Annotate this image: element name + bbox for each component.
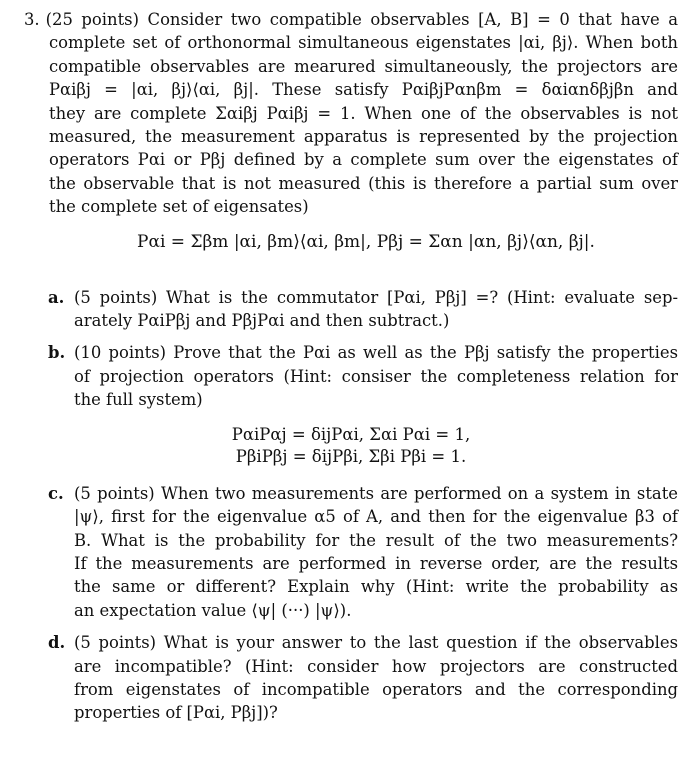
- part-b: [24, 341, 678, 467]
- part-d-line-2: are incompatible? (Hint: consider how projectors are constructed: [74, 656, 678, 676]
- part-d: [24, 631, 678, 725]
- part-c-line-6: an expectation value ⟨ψ| (···) |ψ⟩).: [74, 600, 352, 620]
- problem-line-6: measured, the measurement apparatus is represented by the projection: [49, 127, 678, 147]
- projection-properties-equations: [24, 424, 678, 468]
- part-a-line-1: [24, 286, 678, 309]
- part-label: b.: [48, 343, 66, 363]
- problem-line-1: [24, 8, 678, 31]
- part-text-line: (5 points) What is the commutator [Pαi, Pβj] =? (Hint: evaluate sep-: [74, 287, 678, 307]
- part-text-line: (5 points) What is your answer to the last question if the observables: [74, 633, 678, 653]
- part-text-line: (10 points) Prove that the Pαi as well as the Pβj satisfy the properties: [74, 343, 678, 363]
- problem-line-5: they are complete Σαiβj Pαiβj = 1. When one of the observables is not: [49, 103, 678, 123]
- problem-number: 3.: [24, 10, 40, 29]
- problem-line-9: the complete set of eigensates): [49, 197, 309, 217]
- display-equation: Pαi = Σβm |αi, βm⟩⟨αi, βm|, Pβj = Σαn |αn, βj⟩⟨αn, βj|.: [137, 231, 595, 252]
- part-c-line-4: If the measurements are performed in reverse order, are the results: [74, 553, 678, 573]
- part-text-line: (5 points) When two measurements are performed on a system in state: [74, 483, 678, 503]
- beta-projector-properties: PβiPβj = δijPβi, Σβi Pβi = 1.: [235, 446, 467, 466]
- part-c-line-5: the same or different? Explain why (Hint: write the probability as: [74, 577, 678, 597]
- part-c-line-2: |ψ⟩, first for the eigenvalue α5 of A, and then for the eigenvalue β3 of: [74, 507, 678, 527]
- problem-line-4: Pαiβj = |αi, βj⟩⟨αi, βj|. These satisfy PαiβjPαnβm = δαiαnδβjβn and: [49, 80, 678, 100]
- part-c: [24, 482, 678, 622]
- problem-3: [24, 8, 678, 725]
- part-c-line-3: B. What is the probability for the result of the two measurements?: [74, 530, 678, 550]
- problem-line-2: complete set of orthonormal simultaneous eigenstates |αi, βj⟩. When both: [49, 33, 678, 53]
- part-a-line-2: arately PαiPβj and PβjPαi and then subtract.): [74, 311, 450, 331]
- part-label: c.: [48, 483, 64, 503]
- problem-line-3: compatible observables are mearured simultaneously, the projectors are: [49, 56, 678, 76]
- part-d-line-3: from eigenstates of incompatible operators and the corresponding: [74, 679, 678, 699]
- part-d-line-4: properties of [Pαi, Pβj])?: [74, 703, 278, 723]
- part-b-line-1: [24, 341, 678, 364]
- part-c-line-1: [24, 482, 678, 505]
- part-a: [24, 286, 678, 333]
- problem-text-line: (25 points) Consider two compatible observables [A, B] = 0 that have a: [45, 10, 678, 29]
- part-b-line-2: of projection operators (Hint: consiser the completeness relation for: [74, 366, 678, 386]
- problem-line-7: operators Pαi or Pβj defined by a complete sum over the eigenstates of: [49, 150, 678, 170]
- alpha-projector-properties: PαiPαj = δijPαi, Σαi Pαi = 1,: [231, 424, 471, 444]
- part-label: a.: [48, 287, 65, 307]
- part-label: d.: [48, 633, 66, 653]
- problem-line-8: the observable that is not measured (this is therefore a partial sum over: [49, 173, 678, 193]
- part-b-line-3: the full system): [74, 390, 203, 410]
- part-d-line-1: [24, 631, 678, 654]
